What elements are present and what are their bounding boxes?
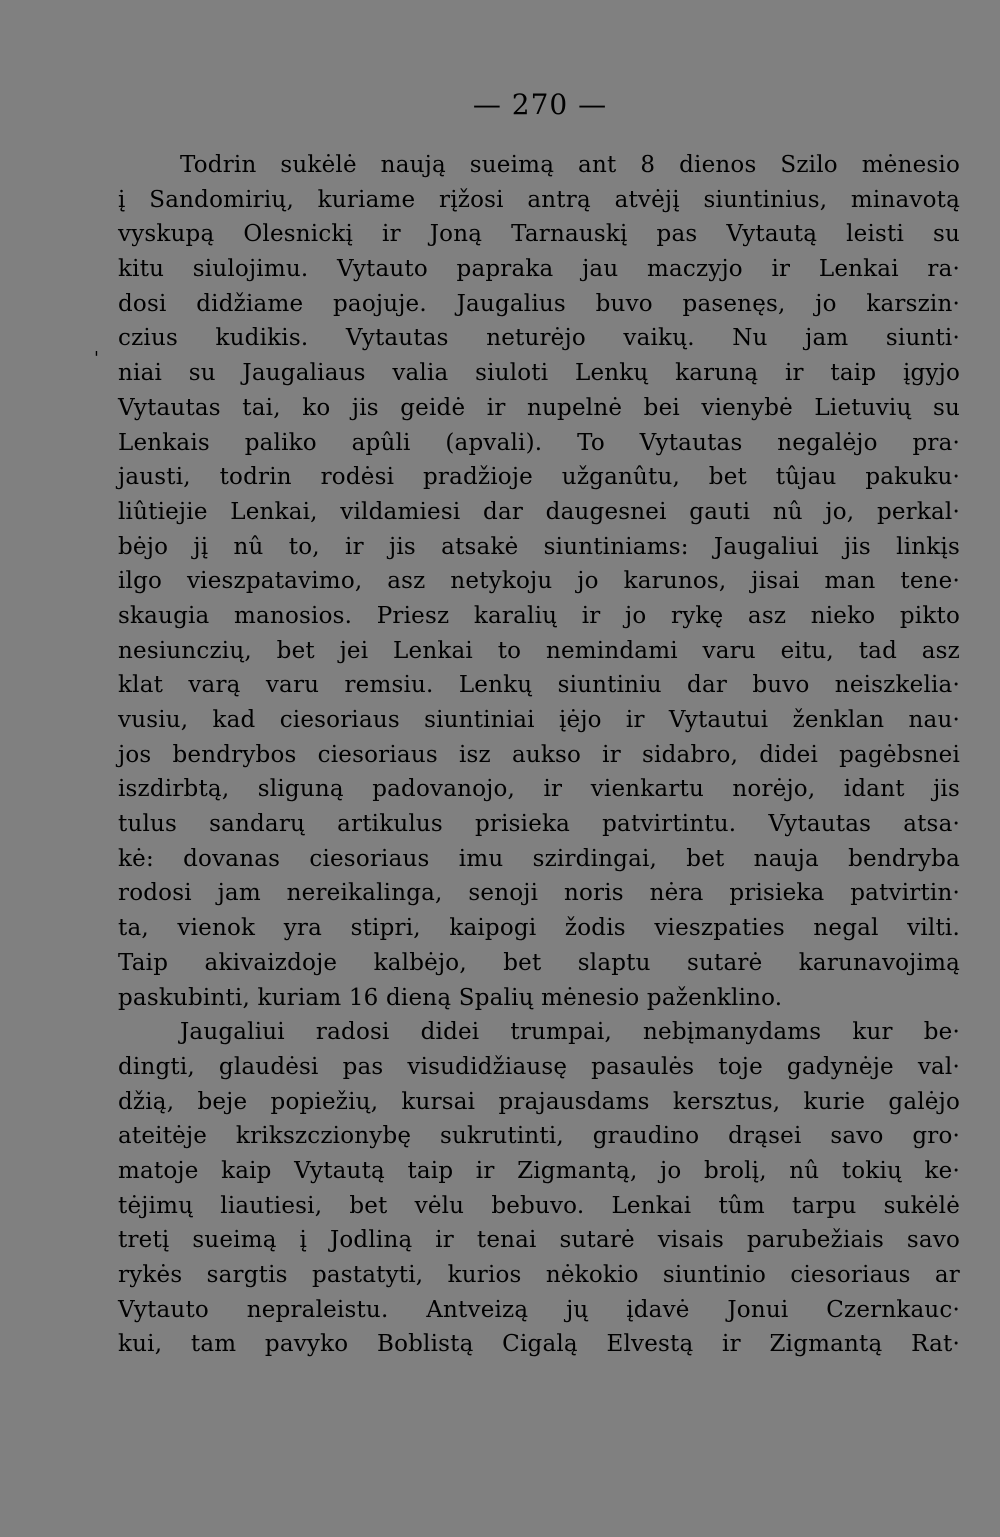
body-text xyxy=(118,148,960,1362)
text-line: Todrin sukėlė naują sueimą ant 8 dienos Szilo mėnesio xyxy=(180,152,960,178)
text-line: džią, beje popiežių, kursai prajausdams kersztus, kurie galėjo xyxy=(118,1088,960,1115)
text-line: vusiu, kad ciesoriaus siuntiniai įėjo ir Vytautui ženklan nau· xyxy=(118,707,960,733)
text-line: nesiunczių, bet jei Lenkai to nemindami varu eitu, tad asz xyxy=(118,637,960,664)
text-line: Jaugaliui radosi didei trumpai, nebįmanydams kur be· xyxy=(180,1019,960,1046)
text-line: rodosi jam nereikalinga, senoji noris nėra prisieka patvirtin· xyxy=(118,880,960,907)
text-line: iszdirbtą, sliguną padovanojo, ir vienkartu norėjo, idant jis xyxy=(118,776,960,803)
text-line: skaugia manosios. Priesz karalių ir jo rykę asz nieko pikto xyxy=(118,602,960,629)
text-line: niai su Jaugaliaus valia siuloti Lenkų karuną ir taip įgyjo xyxy=(118,360,960,387)
margin-mark: ' xyxy=(94,348,99,369)
text-line: bėjo jį nû to, ir jis atsakė siuntiniams: Jaugaliui jis linkįs xyxy=(118,533,960,560)
text-line: jos bendrybos ciesoriaus isz aukso ir sidabro, didei pagėbsnei xyxy=(118,741,960,768)
text-line: kė: dovanas ciesoriaus imu szirdingai, bet nauja bendryba xyxy=(118,845,960,872)
text-line: ta, vienok yra stipri, kaipogi žodis vieszpaties negal vilti. xyxy=(118,915,960,942)
text-line: tretį sueimą į Jodliną ir tenai sutarė visais parubežiais savo xyxy=(118,1227,960,1254)
text-line: ateitėje krikszczionybę sukrutinti, graudino drąsei savo gro· xyxy=(118,1123,960,1150)
text-line: į Sandomirių, kuriame rįžosi antrą atvėjį siuntinius, minavotą xyxy=(118,186,960,213)
text-line: Vytautas tai, ko jis geidė ir nupelnė bei vienybė Lietuvių su xyxy=(118,394,960,421)
text-line: tėjimų liautiesi, bet vėlu bebuvo. Lenkai tûm tarpu sukėlė xyxy=(118,1192,960,1219)
text-line: ilgo vieszpatavimo, asz netykoju jo karunos, jisai man tene· xyxy=(118,568,960,595)
text-line: kui, tam pavyko Boblistą Cigalą Elvestą ir Zigmantą Rat· xyxy=(118,1331,960,1358)
text-line: tulus sandarų artikulus prisieka patvirtintu. Vytautas atsa· xyxy=(118,811,960,838)
text-line: kitu siulojimu. Vytauto papraka jau maczyjo ir Lenkai ra· xyxy=(118,256,960,283)
text-line: dingti, glaudėsi pas visudidžiausę pasaulės toje gadynėje val· xyxy=(118,1053,960,1080)
text-line: matoje kaip Vytautą taip ir Zigmantą, jo brolį, nû tokių ke· xyxy=(118,1157,960,1184)
text-line: rykės sargtis pastatyti, kurios nėkokio siuntinio ciesoriaus ar xyxy=(118,1262,960,1288)
text-line: paskubinti, kuriam 16 dieną Spalių mėnesio paženklino. xyxy=(118,984,783,1011)
text-line: vyskupą Olesnickį ir Joną Tarnauskį pas Vytautą leisti su xyxy=(118,221,960,248)
text-line: Lenkais paliko apûli (apvali). To Vytautas negalėjo pra· xyxy=(118,429,960,456)
text-line: dosi didžiame paojuje. Jaugalius buvo pasenęs, jo karszin· xyxy=(118,290,960,317)
text-line: liûtiejie Lenkai, vildamiesi dar daugesnei gauti nû jo, perkal· xyxy=(118,498,960,525)
text-line: klat varą varu remsiu. Lenkų siuntiniu dar buvo neiszkelia· xyxy=(118,672,960,699)
text-line: jausti, todrin rodėsi pradžioje užganûtu, bet tûjau pakuku· xyxy=(118,464,960,491)
text-line: czius kudikis. Vytautas neturėjo vaikų. Nu jam siunti· xyxy=(118,325,960,352)
text-line: Vytauto nepraleistu. Antveizą jų įdavė Jonui Czernkauc· xyxy=(118,1296,960,1323)
page-number: — 270 — xyxy=(472,88,608,121)
text-line: Taip akivaizdoje kalbėjo, bet slaptu sutarė karunavojimą xyxy=(118,949,960,976)
